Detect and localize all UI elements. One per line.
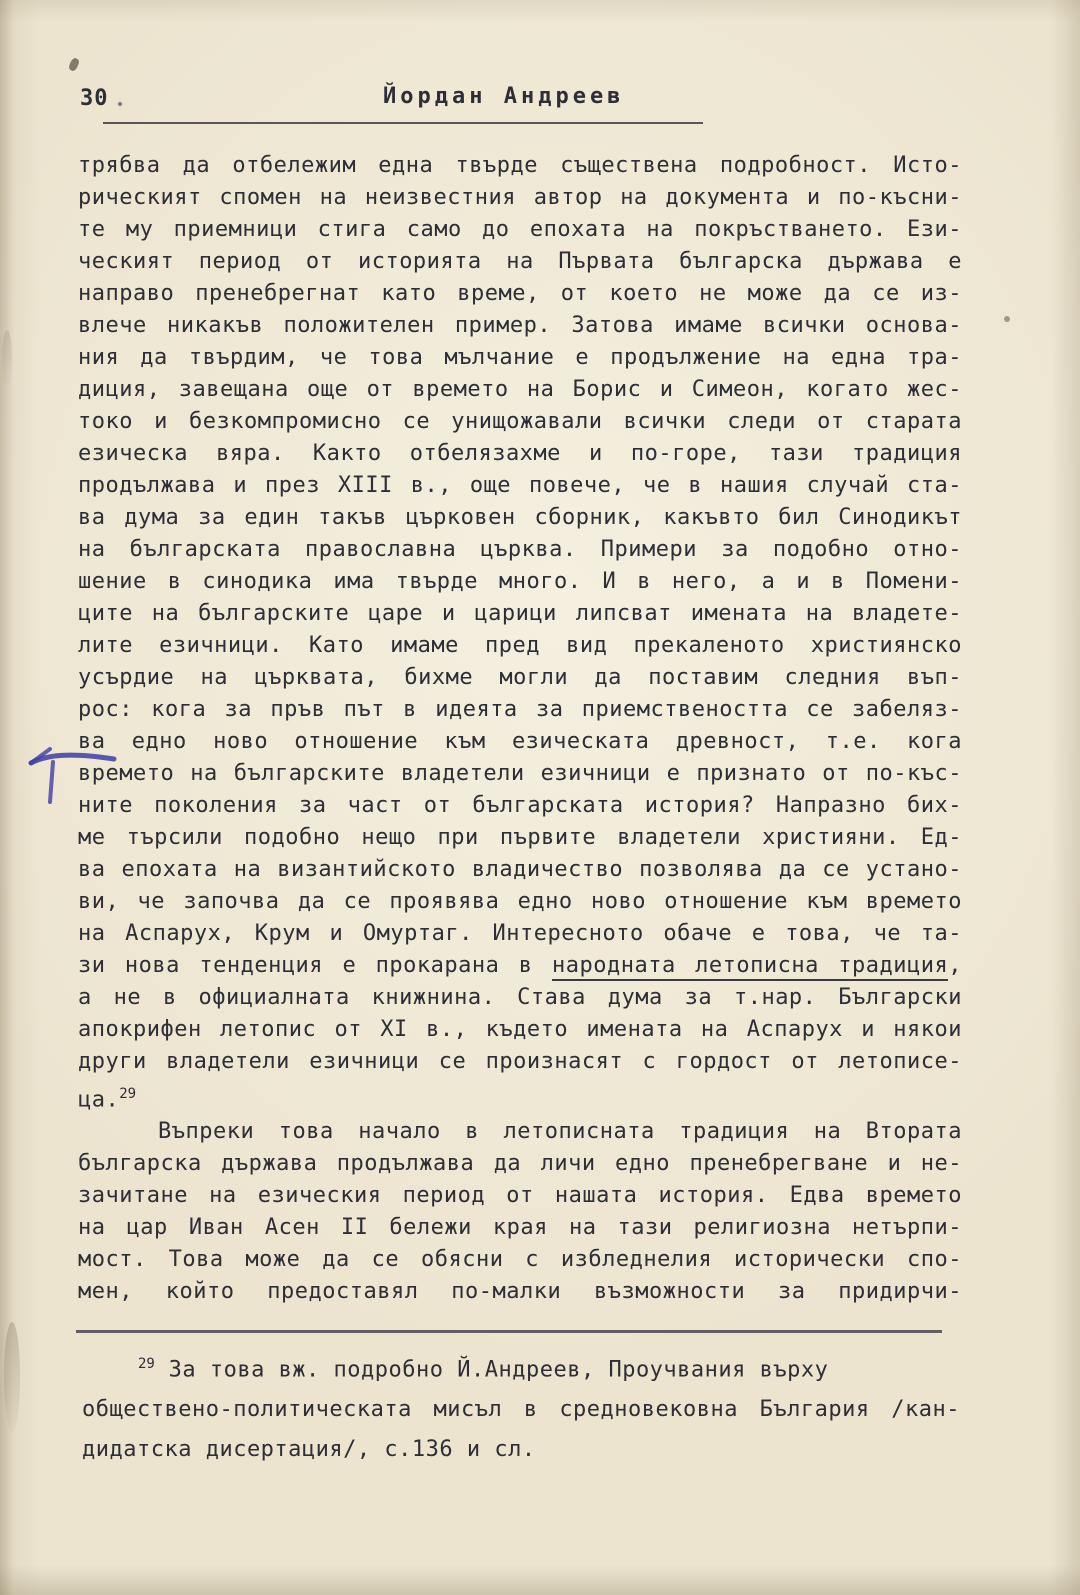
text-line — [82, 1390, 960, 1430]
text-segment: обществено-политическата мисъл в средновековна България /кан- — [82, 1397, 960, 1423]
text-line — [78, 1244, 962, 1276]
text-segment: мен, който предоставял по-малки възможности за придирчи- — [78, 1279, 962, 1305]
text-segment: апокрифен летопис от XI в., където имената на Аспарух и някои — [78, 1017, 962, 1042]
text-line — [78, 502, 962, 534]
underlined-segment: народната летописна традиция — [552, 953, 948, 981]
text-segment: трябва да отбележим една твърде съществена подробност. Исто- — [78, 153, 962, 178]
text-segment: дидатска дисертация/, с.136 и сл. — [82, 1437, 536, 1463]
text-line — [78, 310, 962, 342]
text-segment: , — [948, 953, 962, 978]
text-line — [78, 1212, 962, 1244]
text-segment: шение в синодика има твърде много. И в него, а и в Помени- — [78, 569, 962, 594]
text-segment: ва дума за един такъв църковен сборник, какъвто бил Синодикът — [78, 505, 962, 530]
text-segment: ви, че започва да се проявява едно ново отношение към времето — [78, 889, 962, 914]
text-line — [78, 726, 962, 758]
text-line — [78, 246, 962, 278]
text-segment: зачитане на езическия период от нашата история. Едва времето — [78, 1183, 962, 1209]
text-line — [82, 1344, 960, 1390]
text-line — [78, 854, 962, 886]
scan-speck — [68, 57, 81, 72]
text-segment: ва едно ново отношение към езическата древност, т.е. кога — [78, 729, 962, 754]
scan-speck — [1004, 316, 1010, 322]
text-segment: влече никакъв положителен пример. Затова имаме всички основа- — [78, 313, 962, 338]
scan-smudge — [2, 330, 12, 390]
text-segment: ца. — [78, 1087, 120, 1113]
text-line — [78, 1180, 962, 1212]
text-line — [78, 182, 962, 214]
footnote-separator — [76, 1330, 942, 1333]
text-segment: направо пренебрегнат като време, от което не може да се из- — [78, 281, 962, 306]
text-line — [82, 1430, 960, 1470]
text-segment: на българската православна църква. Примери за подобно отно- — [78, 537, 962, 562]
text-line — [78, 406, 962, 438]
text-line — [78, 982, 962, 1014]
text-line — [78, 598, 962, 630]
text-line — [78, 662, 962, 694]
text-line — [78, 1148, 962, 1180]
text-segment: лите езичници. Като имаме пред вид прекаленото християнско — [78, 633, 962, 658]
text-segment: ческият период от историята на Първата българска държава е — [78, 249, 962, 274]
text-line — [78, 758, 962, 790]
text-segment: мост. Това може да се обясни с избледнелия исторически спо- — [78, 1247, 962, 1273]
text-line — [78, 822, 962, 854]
text-line — [78, 630, 962, 662]
text-line — [78, 1078, 962, 1116]
text-segment: диция, завещана още от времето на Борис и Симеон, когато жес- — [78, 377, 962, 402]
text-line — [78, 950, 962, 982]
text-line — [78, 790, 962, 822]
text-line — [78, 470, 962, 502]
text-segment: ме търсили подобно нещо при първите владетели християни. Ед- — [78, 825, 962, 850]
text-segment: други владетели езичници се произнасят с гордост от летописе- — [78, 1049, 962, 1074]
text-segment: ва епохата на византийското владичество позволява да се устано- — [78, 857, 962, 882]
page-title: Йордан Андреев — [383, 84, 625, 109]
text-line — [78, 150, 962, 182]
text-segment: а не в официалната книжнина. Става дума за т.нар. Български — [78, 985, 962, 1010]
text-line — [78, 342, 962, 374]
text-segment: ния да твърдим, че това мълчание е продължение на една тра- — [78, 345, 962, 370]
footnote-marker: 29 — [119, 1086, 137, 1102]
text-line — [78, 886, 962, 918]
page-number: 30 — [80, 86, 109, 111]
text-line — [78, 918, 962, 950]
header-rule — [103, 122, 703, 124]
scan-smudge — [4, 1322, 20, 1432]
text-line — [78, 1116, 962, 1148]
text-segment: на Аспарух, Крум и Омуртаг. Интересното обаче е това, че та- — [78, 921, 962, 946]
text-segment: българска държава продължава да личи едно пренебрегване и не- — [78, 1151, 962, 1177]
text-segment: времето на българските владетели езичници е признато от по-къс- — [78, 761, 962, 786]
footnote-text — [82, 1344, 960, 1470]
text-segment: те му приемници стига само до епохата на покръстването. Ези- — [78, 217, 962, 242]
pen-mark-icon — [26, 736, 118, 808]
text-segment: токо и безкомпромисно се унищожавали всички следи от старата — [78, 409, 962, 434]
text-line — [78, 278, 962, 310]
text-segment: За това вж. подробно Й.Андреев, Проучвания върху — [154, 1357, 829, 1383]
text-segment: Въпреки това начало в летописната традиция на Втората — [158, 1119, 962, 1145]
text-segment: усърдие на църквата, бихме могли да поставим следния въп- — [78, 665, 962, 690]
text-line — [78, 694, 962, 726]
text-segment: ните поколения за част от българската история? Напразно бих- — [78, 793, 962, 818]
text-segment: рос: кога за пръв път в идеята за приемствеността се забеляз- — [78, 697, 962, 722]
text-line — [78, 566, 962, 598]
body-text — [78, 150, 962, 1308]
text-line — [78, 1046, 962, 1078]
text-segment: зи нова тенденция е прокарана в — [78, 953, 552, 978]
text-line — [78, 374, 962, 406]
text-segment: ците на българските царе и царици липсват имената на владете- — [78, 601, 962, 626]
text-line — [78, 438, 962, 470]
text-line — [78, 1014, 962, 1046]
text-segment: продължава и през XIII в., още повече, че в нашия случай ста- — [78, 473, 962, 498]
text-segment: на цар Иван Асен II бележи края на тази религиозна нетърпи- — [78, 1215, 962, 1241]
text-line — [78, 534, 962, 566]
text-segment: рическият спомен на неизвестния автор на документа и по-късни- — [78, 185, 962, 210]
text-line — [78, 214, 962, 246]
text-segment: езическа вяра. Както отбелязахме и по-горе, тази традиция — [78, 441, 962, 466]
text-line — [78, 1276, 962, 1308]
footnote-marker: 29 — [138, 1356, 155, 1372]
scan-speck — [118, 102, 122, 106]
